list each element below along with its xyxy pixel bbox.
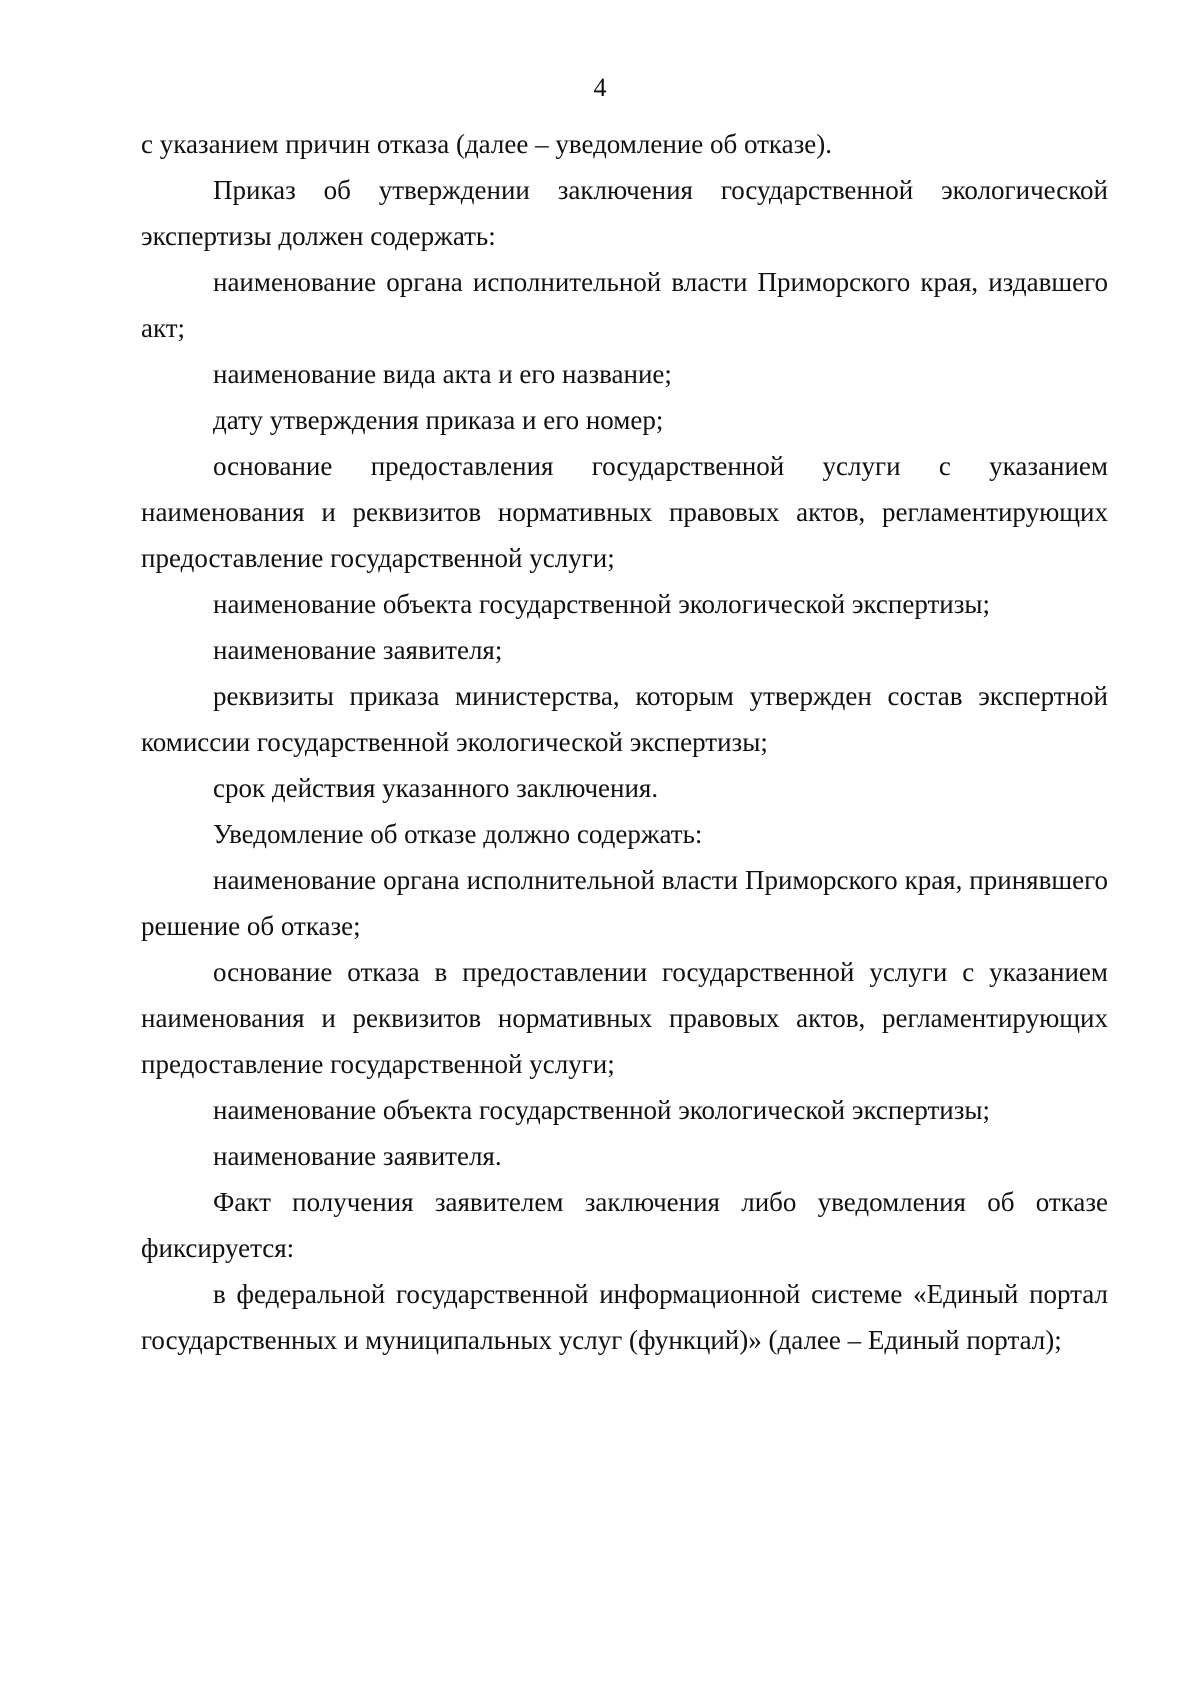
paragraph: Факт получения заявителем заключения либо уведомления об отказе фиксируется: <box>141 1187 1108 1263</box>
list-item: основание предоставления государственной услуги с указанием наименования и реквизитов нормативных правовых актов, регламентирующих предоставление государственной услуги; <box>141 451 1108 573</box>
page-number: 4 <box>593 73 607 102</box>
list-item: наименование объекта государственной экологической экспертизы; <box>213 1095 991 1125</box>
list-item: в федеральной государственной информационной системе «Единый портал государственных и муниципальных услуг (функций)» (далее – Единый портал); <box>141 1279 1108 1355</box>
paragraph: Приказ об утверждении заключения государственной экологической экспертизы должен содержать: <box>141 175 1108 251</box>
list-item: наименование заявителя. <box>213 1141 502 1171</box>
document-body <box>141 121 1108 1363</box>
list-item: наименование вида акта и его название; <box>213 359 672 389</box>
list-item: наименование органа исполнительной власти Приморского края, принявшего решение об отказе; <box>141 865 1108 941</box>
list-item: срок действия указанного заключения. <box>213 773 659 803</box>
paragraph: с указанием причин отказа (далее – уведомление об отказе). <box>141 129 832 159</box>
paragraph: Уведомление об отказе должно содержать: <box>213 819 703 849</box>
list-item: наименование объекта государственной экологической экспертизы; <box>213 589 991 619</box>
list-item: наименование заявителя; <box>213 635 503 665</box>
list-item: основание отказа в предоставлении государственной услуги с указанием наименования и реквизитов нормативных правовых актов, регламентирующих предоставление государственной услуги; <box>141 957 1108 1079</box>
list-item: реквизиты приказа министерства, которым утвержден состав экспертной комиссии государственной экологической экспертизы; <box>141 681 1108 757</box>
list-item: наименование органа исполнительной власти Приморского края, издавшего акт; <box>141 267 1108 343</box>
list-item: дату утверждения приказа и его номер; <box>213 405 664 435</box>
